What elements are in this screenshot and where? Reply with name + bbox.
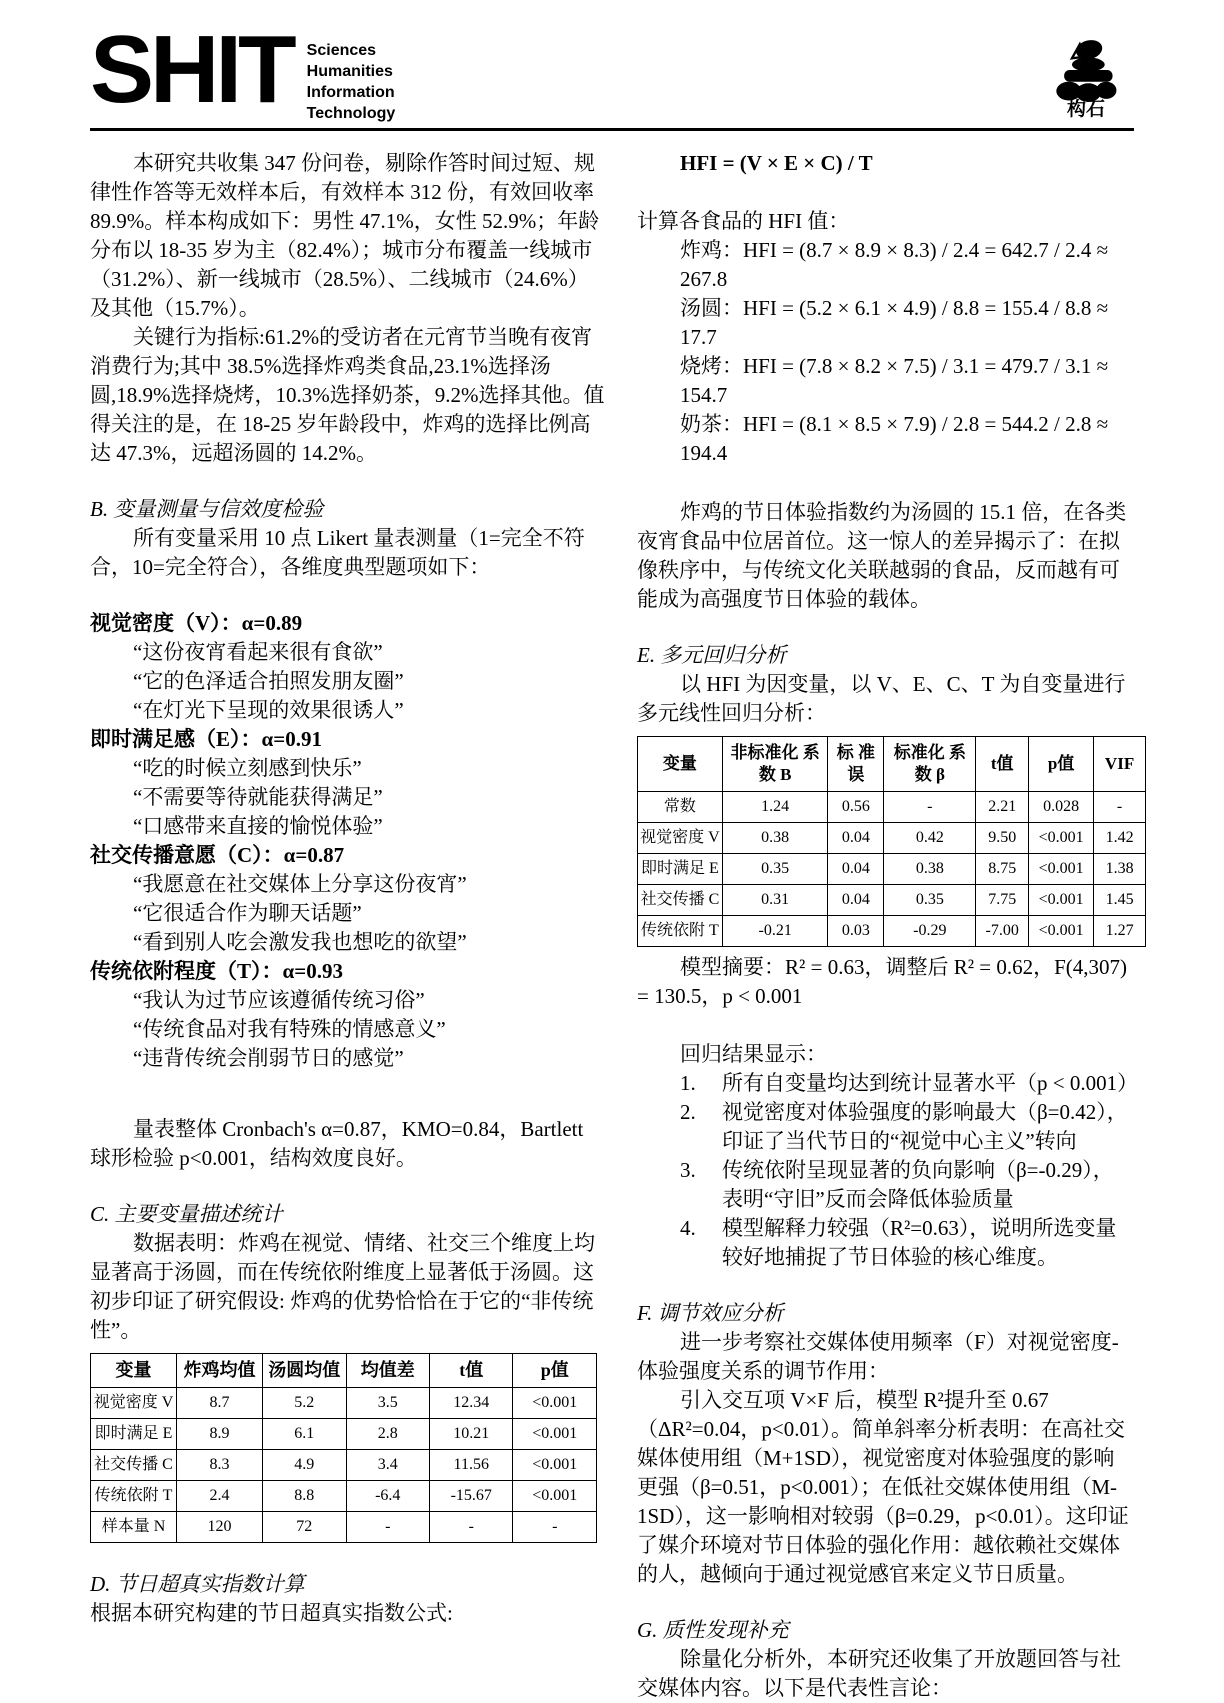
scale-item: “口感带来直接的愉悦体验” — [133, 814, 383, 838]
table-cell: <0.001 — [513, 1388, 597, 1419]
table-cell: - — [513, 1512, 597, 1543]
right-column — [637, 149, 1139, 1703]
table-cell: - — [1094, 792, 1146, 823]
two-column-body — [90, 149, 1139, 1703]
scale-block — [90, 957, 605, 1073]
table-cell: - — [430, 1512, 513, 1543]
hfi-calc-line: 奶茶：HFI = (8.1 × 8.5 × 7.9) / 2.8 = 544.2 / 2.8 ≈ 194.4 — [680, 412, 1109, 465]
scale-item: “传统食品对我有特殊的情感意义” — [133, 1017, 446, 1041]
section-f-paragraph-1: 进一步考察社交媒体使用频率（F）对视觉密度-体验强度关系的调节作用： — [637, 1330, 1119, 1383]
scale-item: “违背传统会削弱节日的感觉” — [133, 1046, 404, 1070]
list-item — [637, 1156, 1134, 1214]
scale-item: “它的色泽适合拍照发朋友圈” — [133, 669, 404, 693]
list-item — [637, 1098, 1134, 1156]
table-cell: 常数 — [638, 792, 723, 823]
scale-item: “吃的时候立刻感到快乐” — [133, 756, 362, 780]
table-cell: 2.8 — [346, 1419, 429, 1450]
table-cell: 即时满足 E — [91, 1419, 177, 1450]
list-item — [637, 1214, 1134, 1272]
table-header-cell: 炸鸡均值 — [177, 1354, 263, 1388]
table-cell: - — [884, 792, 976, 823]
table-cell: 2.4 — [177, 1481, 263, 1512]
table-cell: 3.5 — [346, 1388, 429, 1419]
behavior-paragraph: 关键行为指标:61.2%的受访者在元宵节当晚有夜宵消费行为;其中 38.5%选择炸鸡类食品,23.1%选择汤圆,18.9%选择烧烤，10.3%选择奶茶，9.2%选择其他。值得关注的是，在 18-25 岁年龄段中，炸鸡的选择比例高达 47.3%，远超汤圆的 14.2%。 — [90, 325, 605, 465]
table-cell: 0.04 — [828, 823, 884, 854]
tagline-line: Sciences — [306, 42, 377, 59]
table-cell: 8.7 — [177, 1388, 263, 1419]
table-cell: 社交传播 C — [91, 1450, 177, 1481]
table-header-cell: t值 — [430, 1354, 513, 1388]
org-label: 构石 — [1066, 99, 1105, 120]
rock-pile-icon — [1038, 38, 1134, 102]
table-cell: <0.001 — [1029, 823, 1094, 854]
table-cell: 8.8 — [263, 1481, 346, 1512]
tagline-line: Technology — [306, 105, 396, 122]
table-cell: 样本量 N — [91, 1512, 177, 1543]
table-row — [638, 854, 1146, 885]
section-b-title: B. 变量测量与信效度检验 — [90, 497, 324, 521]
list-item — [637, 1069, 1139, 1098]
descriptive-stats-table — [90, 1353, 597, 1543]
table-cell: 社交传播 C — [638, 885, 723, 916]
section-f-paragraph-2: 引入交互项 V×F 后，模型 R²提升至 0.67（ΔR²=0.04，p<0.01）。简单斜率分析表明：在高社交媒体使用组（M+1SD），视觉密度对体验强度的影响更强（β=0.51，p<0.001）；在低社交媒体使用组（M-1SD），这一影响相对较弱（β=0.29，p<0.01）。这印证了媒介环境对节日体验的强化作用：越依赖社交媒体的人，越倾向于通过视觉感官来定义节日质量。 — [637, 1388, 1129, 1586]
table-header-cell: VIF — [1094, 737, 1146, 792]
table-cell: -15.67 — [430, 1481, 513, 1512]
section-d-title: D. 节日超真实指数计算 — [90, 1572, 305, 1596]
scale-item: “这份夜宵看起来很有食欲” — [133, 640, 383, 664]
table-cell: 即时满足 E — [638, 854, 723, 885]
table-header-cell: 非标准化 系数 B — [722, 737, 828, 792]
table-cell: 0.04 — [828, 854, 884, 885]
table-cell: 8.9 — [177, 1419, 263, 1450]
table-cell: 6.1 — [263, 1419, 346, 1450]
table-cell: <0.001 — [513, 1481, 597, 1512]
model-summary: 模型摘要：R² = 0.63，调整后 R² = 0.62，F(4,307) = 130.5，p < 0.001 — [637, 955, 1128, 1008]
table-header-cell: p值 — [1029, 737, 1094, 792]
table-header-row — [91, 1354, 597, 1388]
scale-item: “我愿意在社交媒体上分享这份夜宵” — [133, 872, 467, 896]
section-g-paragraph: 除量化分析外，本研究还收集了开放题回答与社交媒体内容。以下是代表性言论： — [637, 1647, 1122, 1700]
table-header-cell: 标准化 系数 β — [884, 737, 976, 792]
list-number: 4. — [680, 1216, 696, 1240]
hfi-calc-line: 炸鸡：HFI = (8.7 × 8.9 × 8.3) / 2.4 = 642.7 / 2.4 ≈ 267.8 — [680, 238, 1109, 291]
table-header-cell: p值 — [513, 1354, 597, 1388]
list-text: 所有自变量均达到统计显著水平（p < 0.001） — [722, 1071, 1139, 1095]
table-row — [91, 1388, 597, 1419]
list-text: 传统依附呈现显著的负向影响（β=-0.29），表明“守旧”反而会降低体验质量 — [722, 1158, 1114, 1211]
table-cell: - — [346, 1512, 429, 1543]
table-cell: -0.21 — [722, 916, 828, 947]
table-cell: 8.3 — [177, 1450, 263, 1481]
table-cell: 0.38 — [722, 823, 828, 854]
table-cell: -6.4 — [346, 1481, 429, 1512]
table-cell: 8.75 — [976, 854, 1029, 885]
table-header-cell: 变量 — [91, 1354, 177, 1388]
table-row — [638, 823, 1146, 854]
table-row — [91, 1512, 597, 1543]
table-cell: 0.35 — [722, 854, 828, 885]
table-cell: 12.34 — [430, 1388, 513, 1419]
table-cell: 11.56 — [430, 1450, 513, 1481]
table-header-row — [638, 737, 1146, 792]
list-text: 视觉密度对体验强度的影响最大（β=0.42），印证了当代节日的“视觉中心主义”转向 — [722, 1100, 1128, 1153]
table-cell: -7.00 — [976, 916, 1029, 947]
table-header-cell: 变量 — [638, 737, 723, 792]
hfi-formula: HFI = (V × E × C) / T — [680, 151, 873, 175]
table-row — [91, 1419, 597, 1450]
table-cell: 0.38 — [884, 854, 976, 885]
table-cell: <0.001 — [1029, 885, 1094, 916]
table-cell: 传统依附 T — [91, 1481, 177, 1512]
table-cell: 0.56 — [828, 792, 884, 823]
section-c-paragraph: 数据表明：炸鸡在视觉、情绪、社交三个维度上均显著高于汤圆，而在传统依附维度上显著低于汤圆。这初步印证了研究假设: 炸鸡的优势恰恰在于它的“非传统性”。 — [90, 1231, 596, 1342]
hfi-discussion: 炸鸡的节日体验指数约为汤圆的 15.1 倍，在各类夜宵食品中位居首位。这一惊人的差异揭示了：在拟像秩序中，与传统文化关联越弱的食品，反而越有可能成为高强度节日体验的载体。 — [637, 500, 1127, 611]
table-row — [638, 885, 1146, 916]
table-row — [638, 792, 1146, 823]
table-cell: 0.35 — [884, 885, 976, 916]
tagline-line: Information — [306, 84, 395, 101]
section-e-intro: 以 HFI 为因变量，以 V、E、C、T 为自变量进行多元线性回归分析： — [637, 672, 1126, 725]
tagline-line: Humanities — [306, 63, 393, 80]
section-f-title: F. 调节效应分析 — [637, 1301, 784, 1325]
scale-heading: 即时满足感（E）：α=0.91 — [90, 727, 322, 751]
regression-table — [637, 736, 1146, 947]
table-header-cell: 汤圆均值 — [263, 1354, 346, 1388]
table-row — [91, 1481, 597, 1512]
table-header-cell: 标 准 误 — [828, 737, 884, 792]
table-cell: <0.001 — [1029, 916, 1094, 947]
table-cell: 1.24 — [722, 792, 828, 823]
scale-block — [90, 725, 605, 841]
table-cell: 1.27 — [1094, 916, 1146, 947]
scale-heading: 社交传播意愿（C）：α=0.87 — [90, 843, 345, 867]
journal-tagline — [307, 34, 396, 124]
list-number: 3. — [680, 1158, 696, 1182]
scale-item: “在灯光下呈现的效果很诱人” — [133, 698, 404, 722]
scale-block — [90, 609, 605, 725]
section-d-paragraph: 根据本研究构建的节日超真实指数公式: — [90, 1601, 453, 1625]
table-cell: 0.028 — [1029, 792, 1094, 823]
table-row — [638, 916, 1146, 947]
table-cell: 0.31 — [722, 885, 828, 916]
header-rule — [90, 128, 1134, 131]
table-row — [91, 1450, 597, 1481]
journal-brand — [90, 16, 396, 124]
table-cell: <0.001 — [513, 1419, 597, 1450]
left-column — [90, 149, 605, 1703]
table-cell: 传统依附 T — [638, 916, 723, 947]
table-cell: 0.42 — [884, 823, 976, 854]
hfi-calc-line: 汤圆：HFI = (5.2 × 6.1 × 4.9) / 8.8 = 155.4 / 8.8 ≈ 17.7 — [680, 296, 1109, 349]
table-cell: 视觉密度 V — [638, 823, 723, 854]
table-cell: 视觉密度 V — [91, 1388, 177, 1419]
table-cell: 1.42 — [1094, 823, 1146, 854]
regression-results-list — [637, 1069, 1139, 1272]
scale-heading: 传统依附程度（T）：α=0.93 — [90, 959, 343, 983]
hfi-calc-line: 烧烤：HFI = (7.8 × 8.2 × 7.5) / 3.1 = 479.7 / 3.1 ≈ 154.7 — [680, 354, 1109, 407]
scale-item: “我认为过节应该遵循传统习俗” — [133, 988, 425, 1012]
table-cell: <0.001 — [513, 1450, 597, 1481]
table-cell: <0.001 — [1029, 854, 1094, 885]
scale-heading: 视觉密度（V）：α=0.89 — [90, 611, 303, 635]
scale-item: “它很适合作为聊天话题” — [133, 901, 362, 925]
regression-results-title: 回归结果显示： — [680, 1042, 827, 1066]
sample-paragraph: 本研究共收集 347 份问卷，剔除作答时间过短、规律性作答等无效样本后，有效样本 312 份，有效回收率 89.9%。样本构成如下：男性 47.1%，女性 52.9%；年龄分布以 18-35 岁为主（82.4%）；城市分布覆盖一线城市（31.2%）、新一线城市（28.5%）、二线城市（24.6%）及其他（15.7%）。 — [90, 151, 600, 320]
table-cell: 3.4 — [346, 1450, 429, 1481]
reliability-summary: 量表整体 Cronbach's α=0.87，KMO=0.84，Bartlett 球形检验 p<0.001，结构效度良好。 — [90, 1117, 584, 1170]
table-cell: 1.45 — [1094, 885, 1146, 916]
table-cell: 10.21 — [430, 1419, 513, 1450]
table-cell: 7.75 — [976, 885, 1029, 916]
table-cell: -0.29 — [884, 916, 976, 947]
table-cell: 1.38 — [1094, 854, 1146, 885]
list-number: 1. — [680, 1071, 696, 1095]
section-c-title: C. 主要变量描述统计 — [90, 1202, 283, 1226]
table-cell: 2.21 — [976, 792, 1029, 823]
scale-block — [90, 841, 605, 957]
table-header-cell: 均值差 — [346, 1354, 429, 1388]
list-number: 2. — [680, 1100, 696, 1124]
section-e-title: E. 多元回归分析 — [637, 643, 787, 667]
section-b-intro: 所有变量采用 10 点 Likert 量表测量（1=完全不符合，10=完全符合），各维度典型题项如下： — [90, 526, 585, 579]
table-cell: 120 — [177, 1512, 263, 1543]
table-cell: 5.2 — [263, 1388, 346, 1419]
list-text: 模型解释力较强（R²=0.63），说明所选变量较好地捕捉了节日体验的核心维度。 — [722, 1216, 1117, 1269]
table-cell: 72 — [263, 1512, 346, 1543]
table-cell: 0.03 — [828, 916, 884, 947]
journal-wordmark: SHIT — [90, 16, 293, 123]
hfi-intro: 计算各食品的 HFI 值： — [637, 209, 850, 233]
table-header-cell: t值 — [976, 737, 1029, 792]
journal-header — [90, 16, 1134, 126]
table-cell: 0.04 — [828, 885, 884, 916]
table-cell: 4.9 — [263, 1450, 346, 1481]
table-cell: 9.50 — [976, 823, 1029, 854]
scale-item: “不需要等待就能获得满足” — [133, 785, 383, 809]
org-logo — [1038, 34, 1134, 120]
section-g-title: G. 质性发现补充 — [637, 1618, 789, 1642]
scale-item: “看到别人吃会激发我也想吃的欲望” — [133, 930, 467, 954]
